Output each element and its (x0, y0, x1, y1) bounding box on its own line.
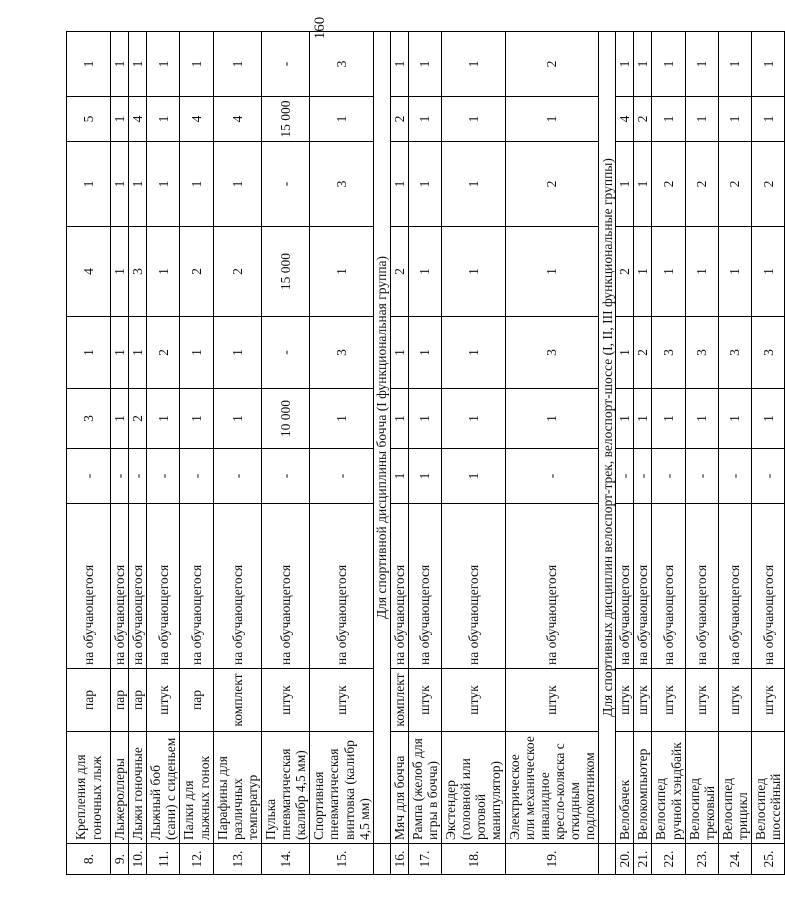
cell-c4: 1 (505, 227, 599, 317)
table-row (616, 32, 634, 875)
table-row (310, 32, 373, 875)
cell-c6: 2 (634, 97, 652, 142)
cell-c2: 1 (111, 389, 129, 449)
rotated-table-container (66, 32, 784, 875)
cell-name: Лыжи гоночные (129, 732, 147, 844)
cell-calc: на обучающегося (718, 504, 751, 669)
cell-unit: штук (616, 669, 634, 732)
cell-c2: 1 (718, 389, 751, 449)
cell-c3: 1 (616, 317, 634, 389)
cell-unit: пар (111, 669, 129, 732)
cell-c6: 15 000 (261, 97, 309, 142)
cell-unit: штук (718, 669, 751, 732)
cell-c2: 3 (67, 389, 111, 449)
cell-c4: 2 (390, 227, 408, 317)
cell-c1: - (310, 449, 373, 504)
cell-calc: на обучающегося (129, 504, 147, 669)
cell-calc: на обучающегося (180, 504, 213, 669)
cell-c6: 1 (408, 97, 441, 142)
cell-calc: на обучающегося (616, 504, 634, 669)
cell-c3: 1 (180, 317, 213, 389)
cell-c1: - (685, 449, 718, 504)
cell-c1: - (261, 449, 309, 504)
cell-c6: 2 (390, 97, 408, 142)
cell-num: 16. (390, 844, 408, 875)
cell-c7: 1 (390, 32, 408, 97)
cell-c5: 1 (616, 142, 634, 227)
cell-c1: - (634, 449, 652, 504)
table-row (652, 32, 685, 875)
cell-c6: 1 (310, 97, 373, 142)
cell-c5: 2 (505, 142, 599, 227)
cell-c2: 1 (213, 389, 261, 449)
cell-unit: штук (408, 669, 441, 732)
table-row (180, 32, 213, 875)
cell-c1: - (652, 449, 685, 504)
cell-num: 9. (111, 844, 129, 875)
table-row (752, 32, 785, 875)
cell-num: 20. (616, 844, 634, 875)
cell-calc: на обучающегося (67, 504, 111, 669)
cell-name: Электрическое или механическое инвалидное кресло-коляска с откидным подлокотником (505, 732, 599, 844)
cell-unit: комплект (213, 669, 261, 732)
cell-c5: 1 (129, 142, 147, 227)
table-row (634, 32, 652, 875)
cell-c4: 2 (616, 227, 634, 317)
cell-c2: 1 (147, 389, 180, 449)
cell-c5: 1 (390, 142, 408, 227)
cell-name: Велосипед шоссейный (752, 732, 785, 844)
cell-name: Лыжный боб (сани) с сиденьем (147, 732, 180, 844)
cell-c4: 1 (408, 227, 441, 317)
group-header: Для спортивной дисциплины бочча (I функциональная группа) (373, 32, 390, 844)
cell-num: 23. (685, 844, 718, 875)
cell-c3: 1 (213, 317, 261, 389)
cell-c1: - (213, 449, 261, 504)
cell-name: Спортивная пневматическая винтовка (калибр 4,5 мм) (310, 732, 373, 844)
table-row (67, 32, 111, 875)
cell-c7: 1 (442, 32, 505, 97)
cell-c4: 3 (129, 227, 147, 317)
cell-calc: на обучающегося (634, 504, 652, 669)
cell-name: Парафины для различных температур (213, 732, 261, 844)
cell-unit: комплект (390, 669, 408, 732)
cell-c6: 5 (67, 97, 111, 142)
cell-c2: 1 (616, 389, 634, 449)
cell-unit: штук (634, 669, 652, 732)
cell-name: Палки для лыжных гонок (180, 732, 213, 844)
cell-c5: 2 (685, 142, 718, 227)
cell-c1: - (616, 449, 634, 504)
cell-name: Лыжероллеры (111, 732, 129, 844)
cell-c1: 1 (408, 449, 441, 504)
cell-num: 14. (261, 844, 309, 875)
cell-unit: штук (505, 669, 599, 732)
table-row (129, 32, 147, 875)
cell-c2: 1 (652, 389, 685, 449)
cell-c1: - (111, 449, 129, 504)
cell-c4: 1 (718, 227, 751, 317)
cell-c7: 3 (310, 32, 373, 97)
cell-c1: - (752, 449, 785, 504)
cell-unit: штук (752, 669, 785, 732)
cell-c2: 1 (408, 389, 441, 449)
cell-c7: 1 (752, 32, 785, 97)
cell-c4: 1 (147, 227, 180, 317)
cell-c5: 1 (442, 142, 505, 227)
cell-calc: на обучающегося (442, 504, 505, 669)
cell-c4: 1 (634, 227, 652, 317)
cell-c4: 1 (685, 227, 718, 317)
cell-c2: 1 (685, 389, 718, 449)
cell-name: Мяч для бочча (390, 732, 408, 844)
cell-c3: 1 (408, 317, 441, 389)
cell-unit: пар (129, 669, 147, 732)
cell-c3: 1 (390, 317, 408, 389)
cell-num: 24. (718, 844, 751, 875)
group-header-spacer (373, 844, 390, 875)
cell-c1: - (67, 449, 111, 504)
cell-c3: 3 (310, 317, 373, 389)
table-body (67, 32, 785, 875)
cell-c4: 1 (442, 227, 505, 317)
cell-c6: 1 (685, 97, 718, 142)
cell-c5: 2 (752, 142, 785, 227)
cell-c6: 1 (718, 97, 751, 142)
cell-name: Рампа (желоб для игры в бочча) (408, 732, 441, 844)
cell-c3: 1 (129, 317, 147, 389)
cell-name: Велокомпьютер (634, 732, 652, 844)
cell-c5: 1 (67, 142, 111, 227)
cell-name: Пулька пневматическая (калибр 4,5 мм) (261, 732, 309, 844)
cell-c1: - (180, 449, 213, 504)
table-row (685, 32, 718, 875)
cell-calc: на обучающегося (147, 504, 180, 669)
cell-c7: 1 (408, 32, 441, 97)
cell-num: 21. (634, 844, 652, 875)
cell-c7: 1 (180, 32, 213, 97)
cell-c2: 1 (752, 389, 785, 449)
cell-num: 15. (310, 844, 373, 875)
page-number-text: 160 (312, 16, 328, 40)
cell-c2: 1 (442, 389, 505, 449)
cell-c1: - (129, 449, 147, 504)
table-row (408, 32, 441, 875)
cell-num: 25. (752, 844, 785, 875)
table-row (505, 32, 599, 875)
cell-c7: 1 (147, 32, 180, 97)
cell-c6: 4 (213, 97, 261, 142)
cell-c7: 1 (652, 32, 685, 97)
cell-c7: - (261, 32, 309, 97)
table-row (213, 32, 261, 875)
group-header-row (599, 32, 616, 875)
cell-c3: 1 (442, 317, 505, 389)
cell-c6: 1 (442, 97, 505, 142)
cell-c3: 3 (652, 317, 685, 389)
cell-num: 10. (129, 844, 147, 875)
cell-c5: 1 (408, 142, 441, 227)
cell-c4: 4 (67, 227, 111, 317)
cell-c7: 2 (505, 32, 599, 97)
table-row (718, 32, 751, 875)
cell-c2: 2 (129, 389, 147, 449)
cell-c5: 2 (652, 142, 685, 227)
cell-c4: 2 (180, 227, 213, 317)
cell-calc: на обучающегося (310, 504, 373, 669)
cell-calc: на обучающегося (505, 504, 599, 669)
cell-calc: на обучающегося (752, 504, 785, 669)
group-header-spacer (599, 844, 616, 875)
cell-name: Экстендер (головной или ротовой манипулятор) (442, 732, 505, 844)
cell-c4: 1 (111, 227, 129, 317)
cell-c2: 1 (505, 389, 599, 449)
cell-c2: 10 000 (261, 389, 309, 449)
cell-c1: - (147, 449, 180, 504)
cell-name: Крепления для гоночных лыж (67, 732, 111, 844)
cell-c5: 2 (718, 142, 751, 227)
cell-num: 19. (505, 844, 599, 875)
equipment-table (66, 31, 785, 875)
table-row (261, 32, 309, 875)
cell-c2: 1 (180, 389, 213, 449)
cell-c3: - (261, 317, 309, 389)
cell-c5: 1 (147, 142, 180, 227)
cell-c7: 1 (213, 32, 261, 97)
cell-name: Велосипед трицикл (718, 732, 751, 844)
cell-c3: 3 (752, 317, 785, 389)
cell-num: 18. (442, 844, 505, 875)
group-header: Для спортивных дисциплин велоспорт-трек, велоспорт-шоссе (I, II, III функциональные группы) (599, 32, 616, 844)
cell-c5: 1 (213, 142, 261, 227)
cell-c4: 2 (213, 227, 261, 317)
cell-c1: 1 (390, 449, 408, 504)
cell-num: 11. (147, 844, 180, 875)
cell-c3: 3 (718, 317, 751, 389)
cell-c3: 1 (67, 317, 111, 389)
cell-c5: 1 (634, 142, 652, 227)
cell-num: 12. (180, 844, 213, 875)
cell-c2: 1 (390, 389, 408, 449)
equipment-table-wrapper (66, 32, 784, 875)
cell-c3: 3 (685, 317, 718, 389)
cell-c6: 4 (129, 97, 147, 142)
cell-c3: 1 (111, 317, 129, 389)
cell-c1: - (505, 449, 599, 504)
cell-c3: 2 (147, 317, 180, 389)
cell-calc: на обучающегося (390, 504, 408, 669)
table-row (147, 32, 180, 875)
cell-c7: 1 (616, 32, 634, 97)
cell-c5: 3 (310, 142, 373, 227)
cell-num: 13. (213, 844, 261, 875)
cell-calc: на обучающегося (408, 504, 441, 669)
cell-c6: 1 (752, 97, 785, 142)
cell-c6: 1 (652, 97, 685, 142)
cell-c4: 1 (652, 227, 685, 317)
cell-c6: 1 (111, 97, 129, 142)
cell-calc: на обучающегося (111, 504, 129, 669)
cell-c7: 1 (685, 32, 718, 97)
cell-c2: 1 (310, 389, 373, 449)
cell-unit: пар (67, 669, 111, 732)
cell-c1: - (718, 449, 751, 504)
cell-unit: пар (180, 669, 213, 732)
cell-unit: штук (442, 669, 505, 732)
cell-c7: 1 (111, 32, 129, 97)
cell-c7: 1 (718, 32, 751, 97)
cell-c7: 1 (129, 32, 147, 97)
cell-c4: 1 (310, 227, 373, 317)
cell-unit: штук (685, 669, 718, 732)
table-row (390, 32, 408, 875)
cell-c3: 2 (634, 317, 652, 389)
cell-unit: штук (147, 669, 180, 732)
cell-c6: 4 (180, 97, 213, 142)
cell-num: 22. (652, 844, 685, 875)
cell-name: Велосипед ручной хэндбайк (652, 732, 685, 844)
cell-c6: 1 (147, 97, 180, 142)
cell-calc: на обучающегося (213, 504, 261, 669)
cell-unit: штук (652, 669, 685, 732)
table-row (442, 32, 505, 875)
cell-c1: 1 (442, 449, 505, 504)
cell-c5: 1 (180, 142, 213, 227)
cell-calc: на обучающегося (261, 504, 309, 669)
cell-c6: 4 (616, 97, 634, 142)
cell-c5: - (261, 142, 309, 227)
group-header-row (373, 32, 390, 875)
cell-name: Велобачек (616, 732, 634, 844)
cell-calc: на обучающегося (685, 504, 718, 669)
cell-c7: 1 (634, 32, 652, 97)
cell-c4: 1 (752, 227, 785, 317)
cell-num: 8. (67, 844, 111, 875)
cell-c6: 1 (505, 97, 599, 142)
cell-calc: на обучающегося (652, 504, 685, 669)
cell-unit: штук (310, 669, 373, 732)
cell-c5: 1 (111, 142, 129, 227)
cell-unit: штук (261, 669, 309, 732)
cell-c7: 1 (67, 32, 111, 97)
cell-num: 17. (408, 844, 441, 875)
cell-c2: 1 (634, 389, 652, 449)
cell-c3: 3 (505, 317, 599, 389)
table-row (111, 32, 129, 875)
cell-c4: 15 000 (261, 227, 309, 317)
cell-name: Велосипед трековый (685, 732, 718, 844)
